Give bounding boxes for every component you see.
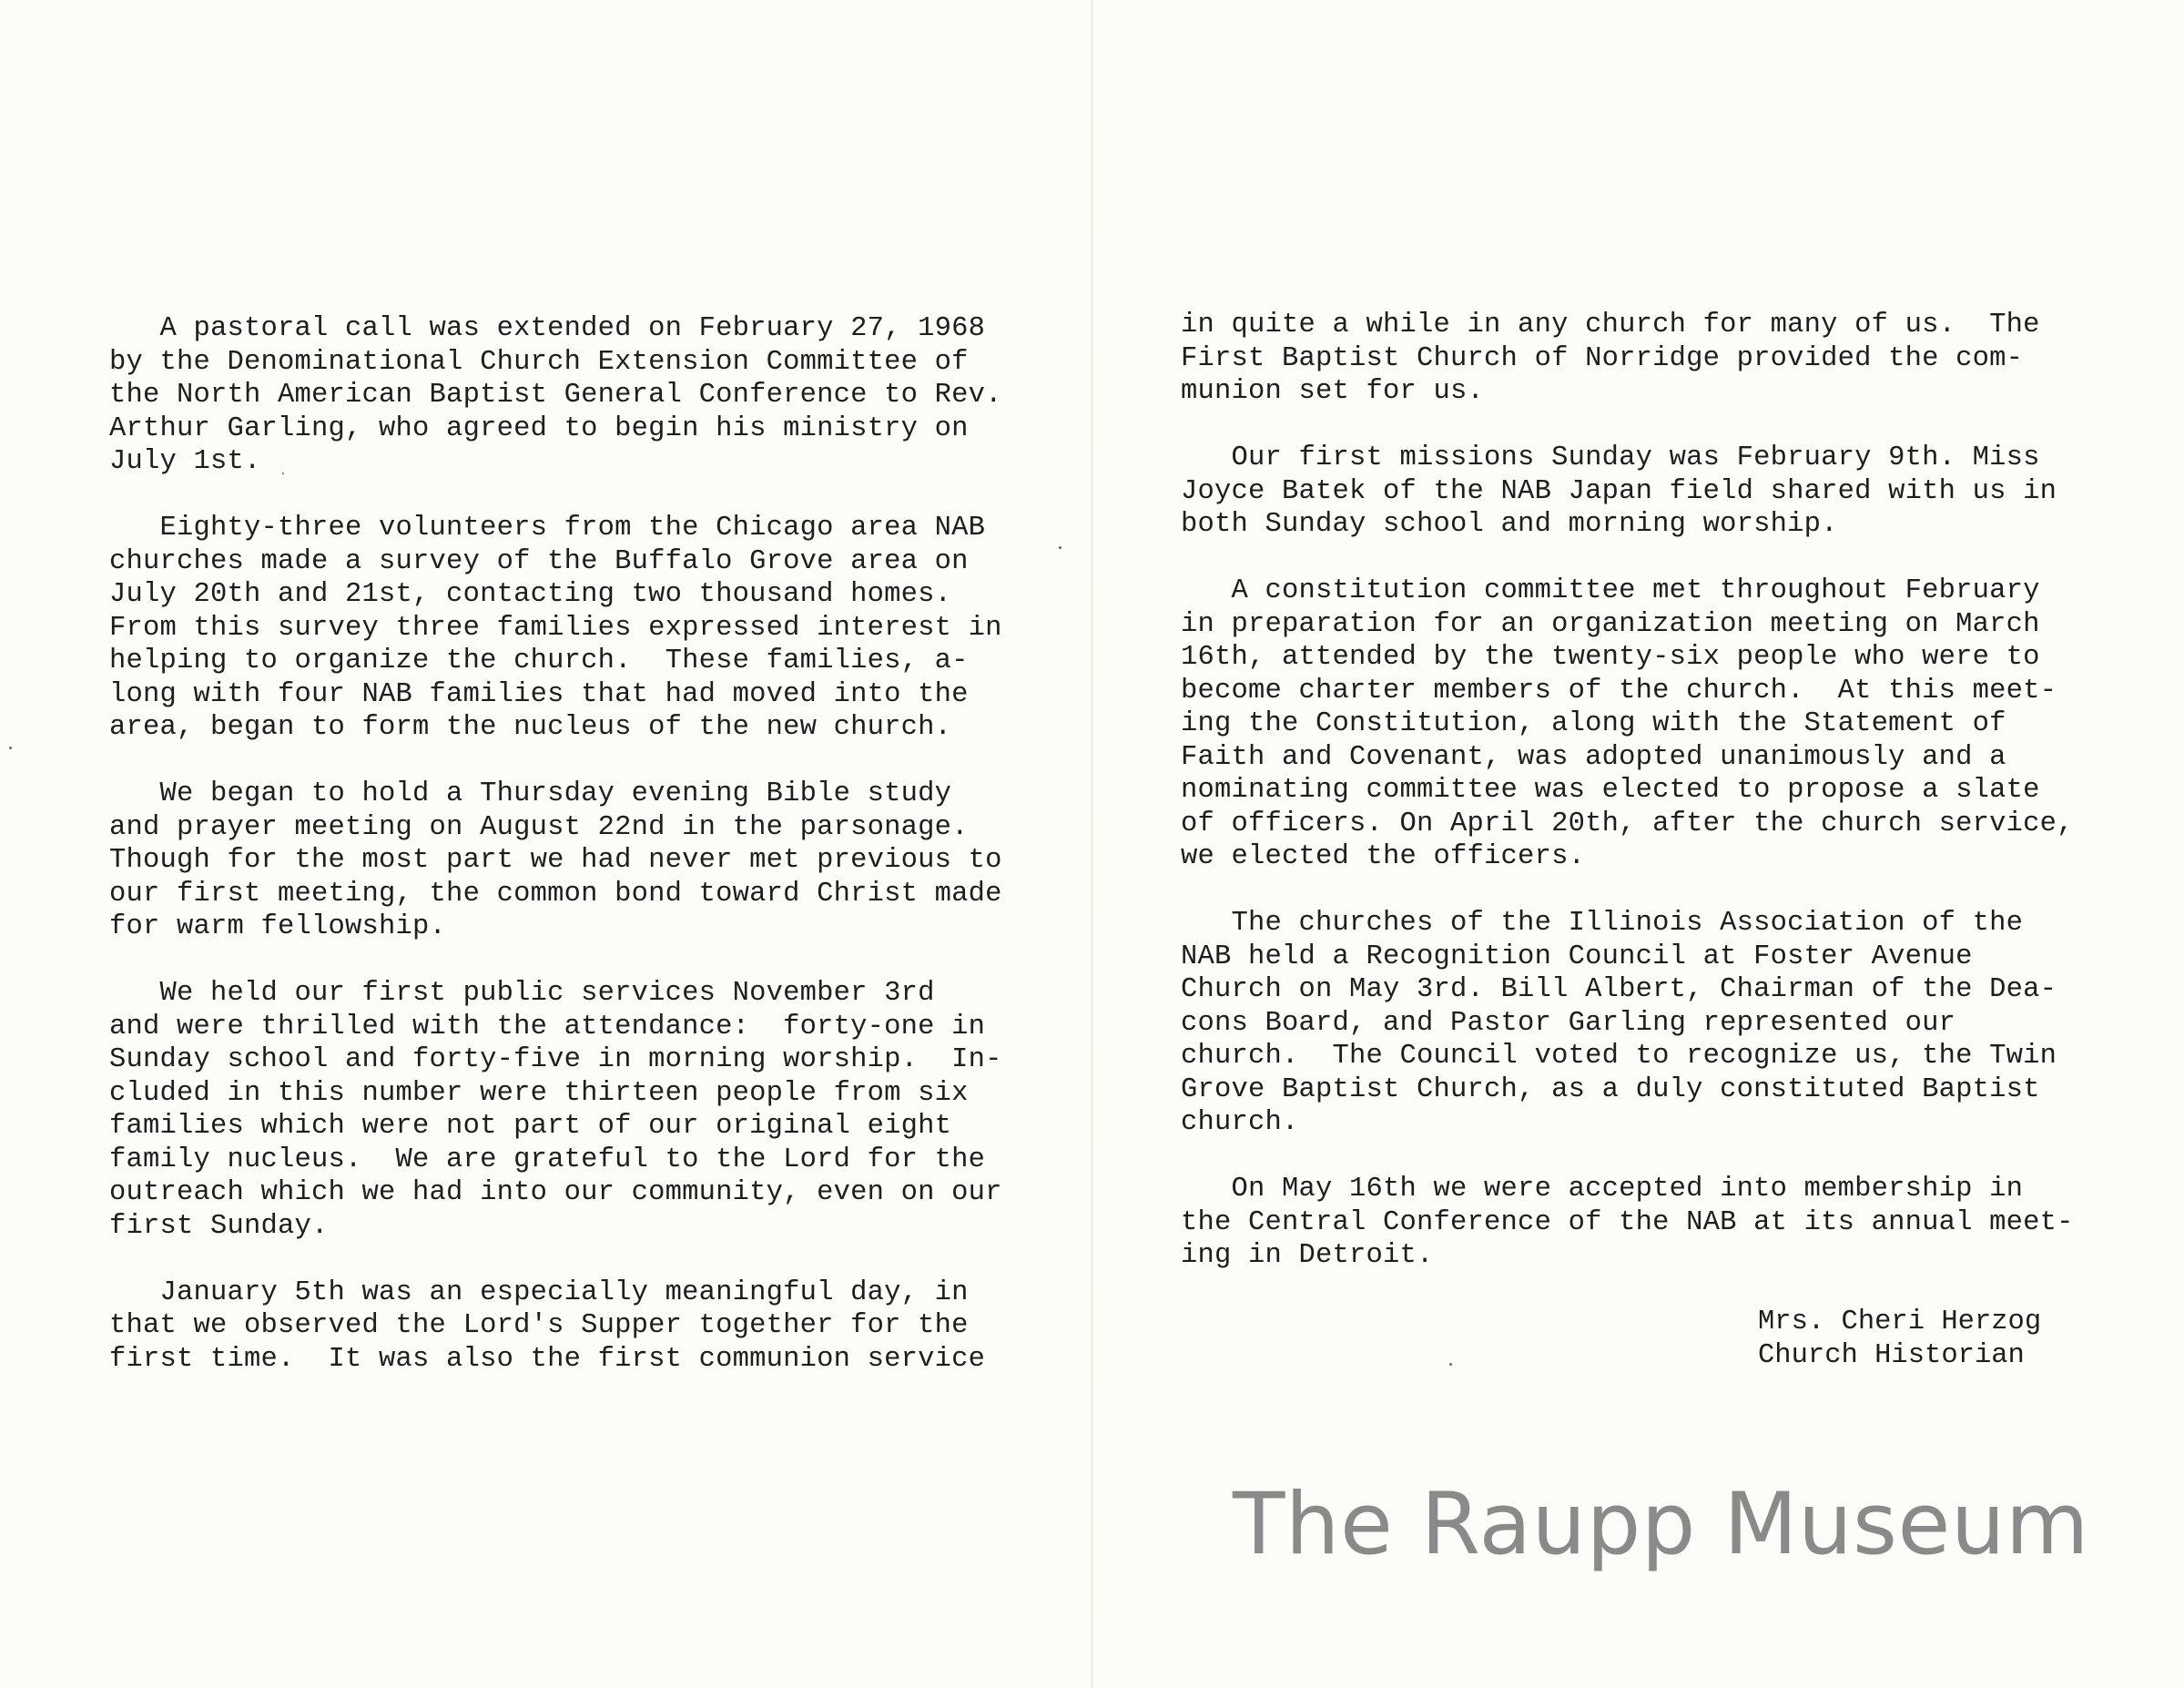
museum-watermark: The Raupp Museum (1233, 1475, 2089, 1574)
signature-name: Mrs. Cheri Herzog (1758, 1307, 2042, 1337)
paragraph-volunteer-survey: Eighty-three volunteers from the Chicago area NAB churches made a survey of the Buffalo Grove area on July 20th and 21st, contacting two thousand homes. From this survey three families expressed interest helping to organize the church. These families, a- long with four NAB families that had moved into the area, began to form the nucleus of the new church. (109, 513, 986, 743)
paper-speck (282, 473, 284, 474)
paper-speck (1059, 546, 1062, 549)
signature-block (1758, 1306, 2041, 1372)
paragraph-missions-sunday: Our first missions Sunday was February 9th. Miss Joyce Batek of the NAB Japan field shared with us in both Sunday school and morning worship. (1181, 442, 2057, 540)
paragraph-lords-supper: January 5th was an especially meaningful day, in that we observed the Lord's Supper together for the first time. It was also the first communion service (109, 1276, 986, 1375)
paragraph-recognition-council: The churches of the Illinois Association of the NAB held a Recognition Council at Foster Avenue Church on May 3rd. Bill Albert, Chairman of the Dea- cons Board, and Pastor Garling represented our church. The Council voted to recognize us, the Twin Grove Baptist Church, as a duly constituted Baptist church. (1181, 908, 2057, 1138)
paragraph-constitution: A constitution committee met throughout February in preparation for an organization meeting on March 16th, attended by the twenty-six people who were to become charter members of the church. At this meet- ing the Constitution, along with the Statement of Faith and Covenant, was adopted unanimously and a nominating committee was elected to propose a slate of officers. On April 20th, after the church service, we elected the officers. (1181, 575, 2074, 872)
paragraph-bible-study: We began to hold a Thursday evening Bible study and prayer meeting on August 22nd in the parsonage. Though for the most part we had never met previous our first meeting, the common bond toward Christ made for warm fellowship. (109, 778, 1002, 942)
page-fold (1091, 0, 1093, 1688)
paragraph-central-conference: On May 16th we were accepted into membership in the Central Conference of the NAB at its annual meet- ing in Detroit. (1181, 1174, 2074, 1271)
paper-speck (1449, 1363, 1452, 1366)
paragraph-first-services: We held our first public services November 3rd and were thrilled with the attendance: forty-one in Sunday school and forty-five in morning worship. In- cluded in this number were thirteen people from six families which were not part of our original eight family nucleus. We are grateful to the Lord for the outreach which we had into our community, even on our first Sunday. (109, 978, 1002, 1242)
paragraph-communion-set: in quite a while in any church for many of us. The First Baptist Church of Norridge provided the com- munion set for us. (1181, 310, 2040, 407)
right-column (1181, 309, 2074, 1306)
paragraph-pastoral-call: A pastoral call was extended on February 27, 1968 by the Denominational Church Extension Committee of the North American Baptist General Conference to Rev. Arthur Garling, who agreed to begin his ministry on July 1st. (109, 313, 1002, 477)
left-column (109, 312, 1002, 1409)
paper-speck (9, 747, 12, 749)
signature-title: Church Historian (1758, 1339, 2025, 1371)
